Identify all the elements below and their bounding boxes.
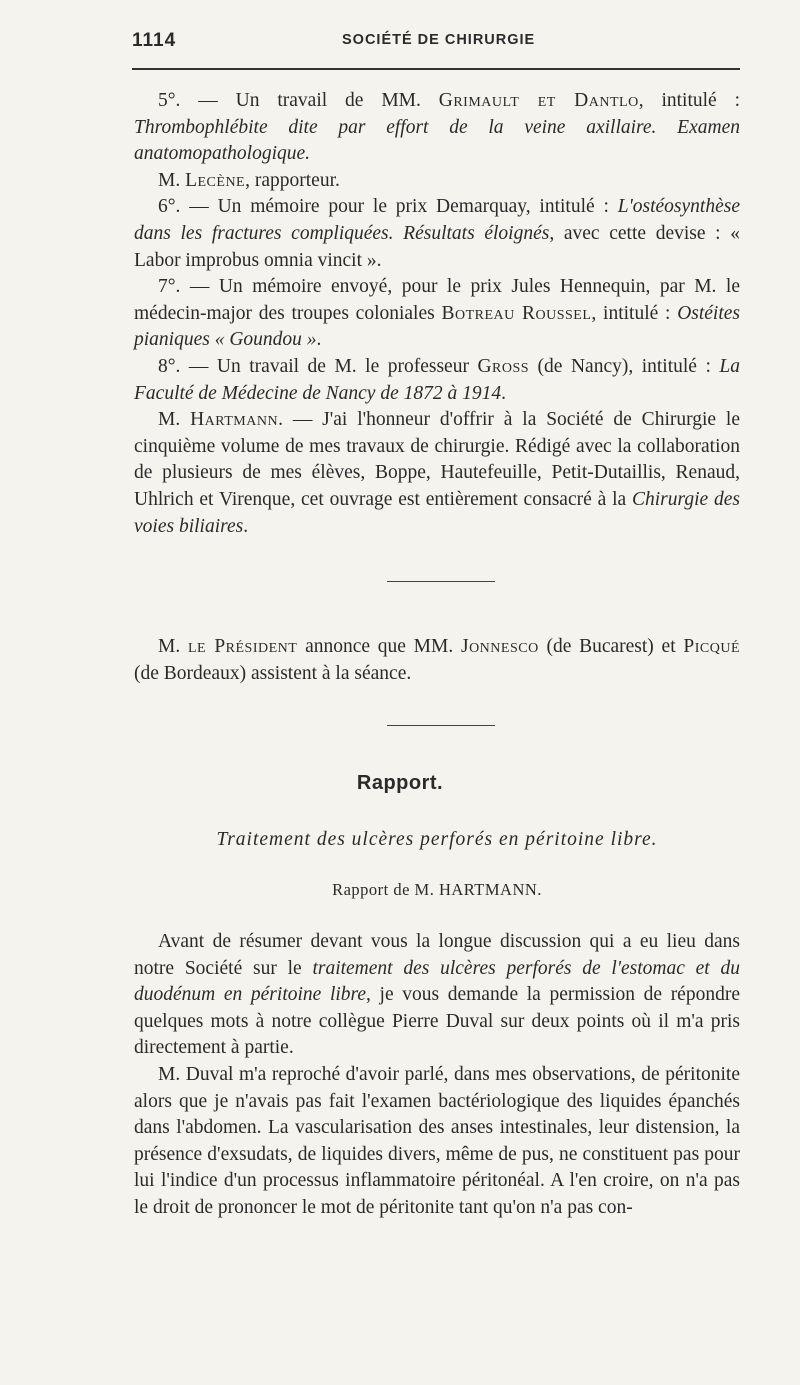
report-paragraph-2: M. Duval m'a reproché d'avoir parlé, dans mes observations, de péritonite alors que je n'avais pas fait l'examen bactériologique des liquides épanchés dans l'abdomen. La vascularisation des anses intestinales, leur distension, la présence d'exsudats, de liquides divers, même de pus, ne constituent pas pour lui l'indice d'un processus inflammatoire péritonéal. A l'en croire, on n'a pas le droit de prononcer le mot de péritonite tant qu'on n'a pas con- <box>134 1063 740 1218</box>
item-5-rapporteur: M. Lecène, rapporteur. <box>158 169 340 191</box>
rapport-heading: Rapport. <box>356 772 444 794</box>
item-5: 5°. — Un travail de MM. Grimault et Dantlo, intitulé : Thrombophlébite dite par effort de la veine axillaire. Examen anatomopathologique. <box>134 90 740 165</box>
hartmann-offer: M. Hartmann. — J'ai l'honneur d'offrir à la Société de Chirurgie le cinquième volume de mes travaux de chirurgie. Rédigé avec la collaboration de plusieurs de mes élèves, Boppe, Hautefeuille, Petit-Dutaillis, Renaud, Uhlrich et Virenque, cet ouvrage est entièrement consacré à la Chirurgie des voies biliaires. <box>134 409 741 537</box>
rapport-subtitle: Traitement des ulcères perforés en péritoine libre. <box>216 829 658 850</box>
report-text <box>134 929 740 1222</box>
item-7: 7°. — Un mémoire envoyé, pour le prix Jules Hennequin, par M. le médecin-major des troupes coloniales Botreau Roussel, intitulé : Ostéites pianiques « Goundou ». <box>134 276 741 351</box>
president-announcement: M. le Président annonce que MM. Jonnesco (de Bucarest) et Picqué (de Bordeaux) assistent à la séance. <box>134 636 740 684</box>
header-rule <box>132 68 740 70</box>
page-header <box>132 30 742 56</box>
running-title: SOCIÉTÉ DE CHIRURGIE <box>342 32 536 48</box>
items-section <box>134 88 740 540</box>
item-6: 6°. — Un mémoire pour le prix Demarquay, intitulé : L'ostéosynthèse dans les fractures compliquées. Résultats éloignés, avec cette devise : « Labor improbus omnia vincit ». <box>134 196 741 271</box>
report-paragraph-1: Avant de résumer devant vous la longue discussion qui a eu lieu dans notre Société sur le traitement des ulcères perforés de l'estomac et du duodénum en péritoine libre, je vous demande la permission de répondre quelques mots à notre collègue Pierre Duval sur deux points où il m'a pris directement à partie. <box>134 931 740 1059</box>
section-divider-1 <box>387 581 495 582</box>
rapport-byline: Rapport de M. HARTMANN. <box>332 880 542 899</box>
page-number: 1114 <box>132 30 177 51</box>
section-divider-2 <box>387 725 495 726</box>
item-8: 8°. — Un travail de M. le professeur Gross (de Nancy), intitulé : La Faculté de Médecine de Nancy de 1872 à 1914. <box>134 355 740 404</box>
